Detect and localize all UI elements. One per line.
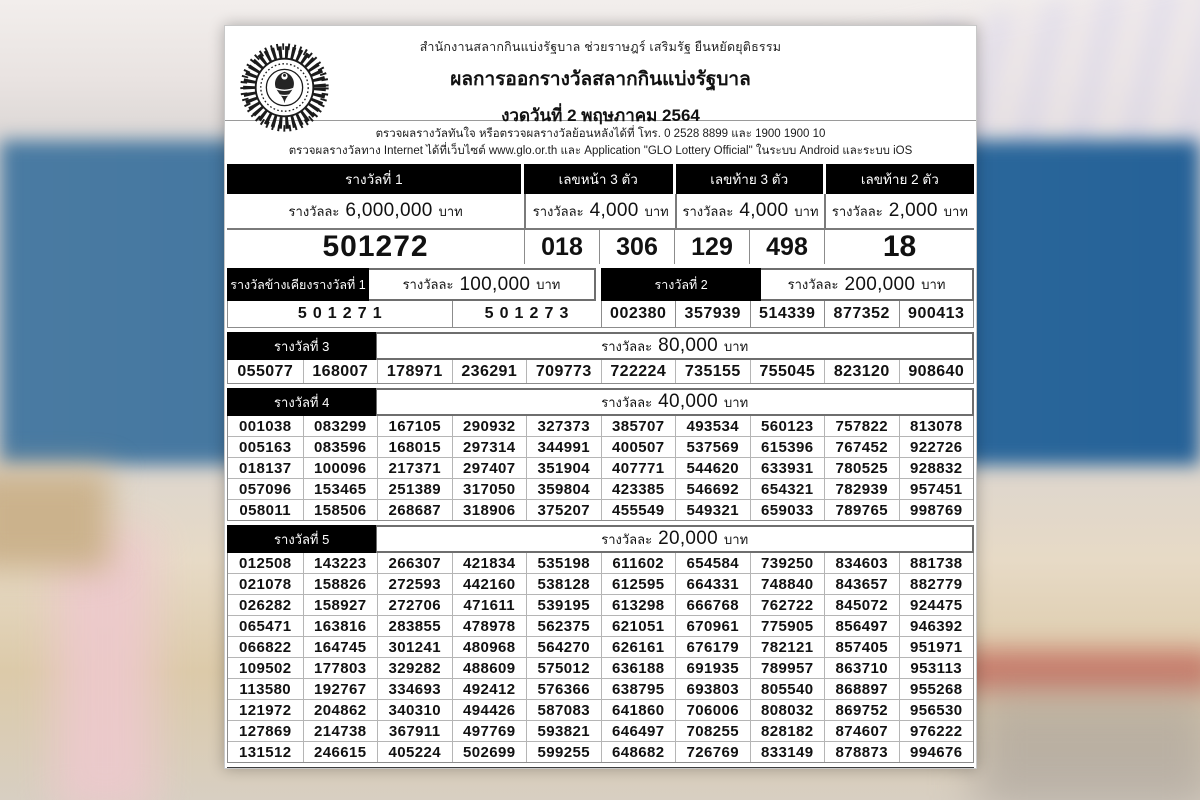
prize-number-cell: 318906 [452,500,527,520]
prize-number-cell: 615396 [750,437,825,457]
prize-number-cell: 317050 [452,479,527,499]
prize-number-cell: 131512 [239,744,292,761]
prize-number-row [228,478,973,499]
prize-number-cell: 828182 [750,721,825,741]
prize-number-cell: 626161 [601,637,676,657]
prize-number-cell: 868897 [824,679,899,699]
prize-number-cell: 611602 [601,553,676,573]
prize-number-row [228,657,973,678]
prize-number-cell: 153465 [303,479,378,499]
prize-number-cell: 168007 [303,360,378,383]
prize-number-cell: 251389 [377,479,452,499]
prize-number-cell: 455549 [601,500,676,520]
prize-number-cell: 178971 [377,360,452,383]
prize-number-cell: 757822 [824,416,899,436]
prize-number-cell: 329282 [377,658,452,678]
last2-amount: รางวัลละ 2,000 บาท [824,194,974,228]
prize-number-cell: 301241 [377,637,452,657]
second-prize-number: 514339 [750,301,825,327]
prize-number-cell: 638795 [601,679,676,699]
prize-number-cell: 856497 [824,616,899,636]
prize-number-cell: 709773 [526,360,601,383]
prize-number-cell: 407771 [601,458,676,478]
prize-number-cell: 334693 [377,679,452,699]
page-title: ผลการออกรางวัลสลากกินแบ่งรัฐบาล [450,69,751,90]
prize-number-cell: 367911 [377,721,452,741]
prize-number-cell: 283855 [377,616,452,636]
prize-number-cell: 488609 [452,658,527,678]
prize-number-cell: 767452 [824,437,899,457]
prize1-amount: รางวัลละ 6,000,000 บาท [288,200,463,221]
prize-number-row [228,573,973,594]
prize-number-cell: 493534 [675,416,750,436]
prize-number-cell: 562375 [526,616,601,636]
prize-number-cell: 058011 [239,502,292,519]
prize-number-cell: 593821 [526,721,601,741]
second-prize-amount: รางวัลละ 200,000 บาท [761,268,974,301]
prize-number-cell: 613298 [601,595,676,615]
prize-number-row [228,499,973,520]
prize-number-cell: 539195 [526,595,601,615]
prize-number-cell: 994676 [899,742,974,762]
prize-number-cell: 327373 [526,416,601,436]
prize-number-cell: 021078 [239,576,292,593]
prize-number-cell: 789957 [750,658,825,678]
prize-number-cell: 641860 [601,700,676,720]
prize-number-row [228,457,973,478]
second-prize-label: รางวัลที่ 2 [601,268,761,301]
prize-number-cell: 083596 [303,437,378,457]
prize-number-row [228,615,973,636]
prize-number-cell: 762722 [750,595,825,615]
prize-number-cell: 055077 [237,363,294,380]
prize-number-cell: 708255 [675,721,750,741]
prize-number-cell: 882779 [899,574,974,594]
col-header-last2: เลขท้าย 2 ตัว [826,164,974,194]
prize-number-cell: 018137 [239,460,292,477]
prize-number-cell: 400507 [601,437,676,457]
prize-number-cell: 158506 [303,500,378,520]
prize-number-cell: 833149 [750,742,825,762]
prize-number-cell: 564270 [526,637,601,657]
prize-number-cell: 001038 [239,418,292,435]
near-first-prize-label: รางวัลข้างเคียงรางวัลที่ 1 [227,268,369,301]
prize-number-cell: 633931 [750,458,825,478]
first-prize-number: 501272 [322,230,429,263]
prize-number-cell: 266307 [377,553,452,573]
front3-number: 018 [524,230,599,264]
prize-number-row [228,720,973,741]
prize-number-row [228,741,973,762]
last3-amount: รางวัลละ 4,000 บาท [675,194,824,228]
prize-number-cell: 177803 [303,658,378,678]
prize-number-cell: 537569 [675,437,750,457]
near-first-prize-amount: รางวัลละ 100,000 บาท [369,268,596,301]
prize-number-cell: 735155 [675,360,750,383]
prize-number-cell: 659033 [750,500,825,520]
prize-number-cell: 722224 [601,360,676,383]
contact-web-line: ตรวจผลรางวัลทาง Internet ได้ที่เว็บไซต์ www.glo.or.th และ Application "GLO Lottery Official" ในระบบ Android และระบบ iOS [288,145,913,157]
contact-phone-line: ตรวจผลรางวัลทันใจ หรือตรวจผลรางวัลย้อนหลังได้ที่ โทร. 0 2528 8899 และ 1900 1900 10 [375,128,826,140]
prize-number-cell: 026282 [239,597,292,614]
prize-number-cell: 951971 [899,637,974,657]
side-and-second-prize-section [227,268,974,328]
prize-number-cell: 612595 [601,574,676,594]
prize-number-cell: 272706 [377,595,452,615]
prize-number-cell: 676179 [675,637,750,657]
prize-number-cell: 236291 [452,360,527,383]
col-header-prize1: รางวัลที่ 1 [227,164,521,194]
prize-number-cell: 560123 [750,416,825,436]
prize-number-cell: 946392 [899,616,974,636]
first-prize-section [227,164,974,264]
background-pink-strip [55,530,155,800]
prize-number-cell: 442160 [452,574,527,594]
prize-number-cell: 775905 [750,616,825,636]
prize-number-cell: 834603 [824,553,899,573]
prize-number-cell: 297314 [452,437,527,457]
prize-number-cell: 813078 [899,416,974,436]
prize-number-cell: 127869 [239,723,292,740]
prize-number-row [228,416,973,436]
prize-5-section [227,525,974,763]
prize-number-cell: 924475 [899,595,974,615]
prize-number-cell: 782939 [824,479,899,499]
prize-number-cell: 843657 [824,574,899,594]
background-beige-blob [0,470,110,570]
prize-number-cell: 109502 [239,660,292,677]
prize-number-row [228,436,973,457]
prize-number-cell: 083299 [303,416,378,436]
prize-number-cell: 664331 [675,574,750,594]
prize-number-cell: 755045 [750,360,825,383]
background-red-streak [955,650,1200,692]
prize-number-cell: 693803 [675,679,750,699]
prize-number-cell: 405224 [377,742,452,762]
prize-tier-amount: รางวัลละ 80,000 บาท [376,332,974,360]
prize-number-cell: 654321 [750,479,825,499]
prize-number-cell: 726769 [675,742,750,762]
lottery-results-sheet [224,25,977,769]
prize-number-cell: 168015 [377,437,452,457]
prize-number-cell: 268687 [377,500,452,520]
prize-number-cell: 057096 [239,481,292,498]
last2-number: 18 [824,230,974,264]
prize-number-cell: 012508 [239,555,292,572]
office-motto: สำนักงานสลากกินแบ่งรัฐบาล ช่วยราษฎร์ เสริมรัฐ ยืนหยัดยุติธรรม [419,40,782,54]
prize-number-cell: 421834 [452,553,527,573]
prize-number-cell: 005163 [239,439,292,456]
prize-number-cell: 955268 [899,679,974,699]
prize-tier-label: รางวัลที่ 5 [227,525,376,553]
second-prize-number: 900413 [899,301,974,327]
prize-number-cell: 290932 [452,416,527,436]
prize-tier-amount: รางวัลละ 20,000 บาท [376,525,974,553]
prize-number-cell: 359804 [526,479,601,499]
prize-number-cell: 908640 [899,360,974,383]
prize-number-cell: 739250 [750,553,825,573]
prize-number-cell: 163816 [303,616,378,636]
prize-number-cell: 167105 [377,416,452,436]
last3-number: 498 [749,230,824,264]
prize-number-cell: 492412 [452,679,527,699]
prize-number-cell: 480968 [452,637,527,657]
prize-number-cell: 881738 [899,553,974,573]
prize-number-cell: 538128 [526,574,601,594]
second-prize-number: 357939 [675,301,750,327]
prize-number-cell: 976222 [899,721,974,741]
prize-number-cell: 666768 [675,595,750,615]
prize-number-cell: 344991 [526,437,601,457]
prize-number-cell: 922726 [899,437,974,457]
prize-number-cell: 805540 [750,679,825,699]
prize-number-cell: 928832 [899,458,974,478]
col-header-front3: เลขหน้า 3 ตัว [524,164,673,194]
prize-number-cell: 874607 [824,721,899,741]
draw-date: งวดวันที่ 2 พฤษภาคม 2564 [501,106,700,125]
prize-number-cell: 158927 [303,595,378,615]
prize-number-cell: 494426 [452,700,527,720]
prize-number-cell: 423385 [601,479,676,499]
prize-number-cell: 204862 [303,700,378,720]
prize-number-cell: 646497 [601,721,676,741]
near-first-prize-number: 501273 [452,301,601,327]
near-first-prize-number: 501271 [297,305,388,322]
prize-number-cell: 789765 [824,500,899,520]
prize-number-cell: 351904 [526,458,601,478]
prize-number-cell: 878873 [824,742,899,762]
front3-number: 306 [599,230,674,264]
prize-tier-amount: รางวัลละ 40,000 บาท [376,388,974,416]
prize-tier-label: รางวัลที่ 4 [227,388,376,416]
prize-number-cell: 863710 [824,658,899,678]
second-prize-number: 877352 [824,301,899,327]
prize-tier-label: รางวัลที่ 3 [227,332,376,360]
prize-number-cell: 823120 [824,360,899,383]
prize-number-cell: 478978 [452,616,527,636]
prize-number-cell: 670961 [675,616,750,636]
prize-number-cell: 748840 [750,574,825,594]
lottery-office-seal-icon [238,41,331,134]
prize-number-cell: 297407 [452,458,527,478]
prize-number-cell: 654584 [675,553,750,573]
prize-number-cell: 576366 [526,679,601,699]
last3-number: 129 [674,230,749,264]
prize-number-cell: 100096 [303,458,378,478]
prize-number-cell: 121972 [239,702,292,719]
prize-number-row [228,678,973,699]
prize-number-cell: 340310 [377,700,452,720]
prize-number-cell: 857405 [824,637,899,657]
prize-number-cell: 546692 [675,479,750,499]
prize-number-cell: 621051 [601,616,676,636]
prize-number-cell: 502699 [452,742,527,762]
prize-number-cell: 471611 [452,595,527,615]
cut-off-text-row [227,767,974,769]
prize-number-cell: 143223 [303,553,378,573]
prize-number-cell: 385707 [601,416,676,436]
prize-number-cell: 845072 [824,595,899,615]
prize-number-cell: 648682 [601,742,676,762]
background-gray-blob [975,690,1200,800]
prize-number-row [228,594,973,615]
prize-number-cell: 497769 [452,721,527,741]
prize-number-cell: 869752 [824,700,899,720]
front3-amount: รางวัลละ 4,000 บาท [524,194,675,228]
prize-number-cell: 246615 [303,742,378,762]
prize-number-row [228,553,973,573]
prize-number-cell: 164745 [303,637,378,657]
prize-4-section [227,388,974,521]
prize-number-cell: 953113 [899,658,974,678]
prize-number-cell: 544620 [675,458,750,478]
prize-number-cell: 957451 [899,479,974,499]
prize-number-cell: 691935 [675,658,750,678]
prize-number-cell: 192767 [303,679,378,699]
prize-number-cell: 599255 [526,742,601,762]
prize-number-cell: 706006 [675,700,750,720]
prize-number-cell: 113580 [239,681,292,698]
prize-number-cell: 535198 [526,553,601,573]
prize-number-cell: 956530 [899,700,974,720]
prize-number-cell: 375207 [526,500,601,520]
prize-3-section [227,332,974,384]
prize-number-row [228,360,973,383]
prize-number-cell: 780525 [824,458,899,478]
prize-number-cell: 998769 [899,500,974,520]
prize-number-row [228,636,973,657]
prize-number-cell: 782121 [750,637,825,657]
prize-number-cell: 065471 [239,618,292,635]
sheet-header [225,26,976,125]
prize-number-cell: 217371 [377,458,452,478]
prize-number-cell: 214738 [303,721,378,741]
prize-number-cell: 066822 [239,639,292,656]
prize-number-cell: 158826 [303,574,378,594]
prize-number-cell: 636188 [601,658,676,678]
prize-number-cell: 808032 [750,700,825,720]
prize-number-cell: 549321 [675,500,750,520]
prize-number-cell: 587083 [526,700,601,720]
prize-number-cell: 575012 [526,658,601,678]
prize-number-row [228,699,973,720]
prize-number-cell: 272593 [377,574,452,594]
col-header-last3: เลขท้าย 3 ตัว [676,164,823,194]
second-prize-number: 002380 [601,301,676,327]
